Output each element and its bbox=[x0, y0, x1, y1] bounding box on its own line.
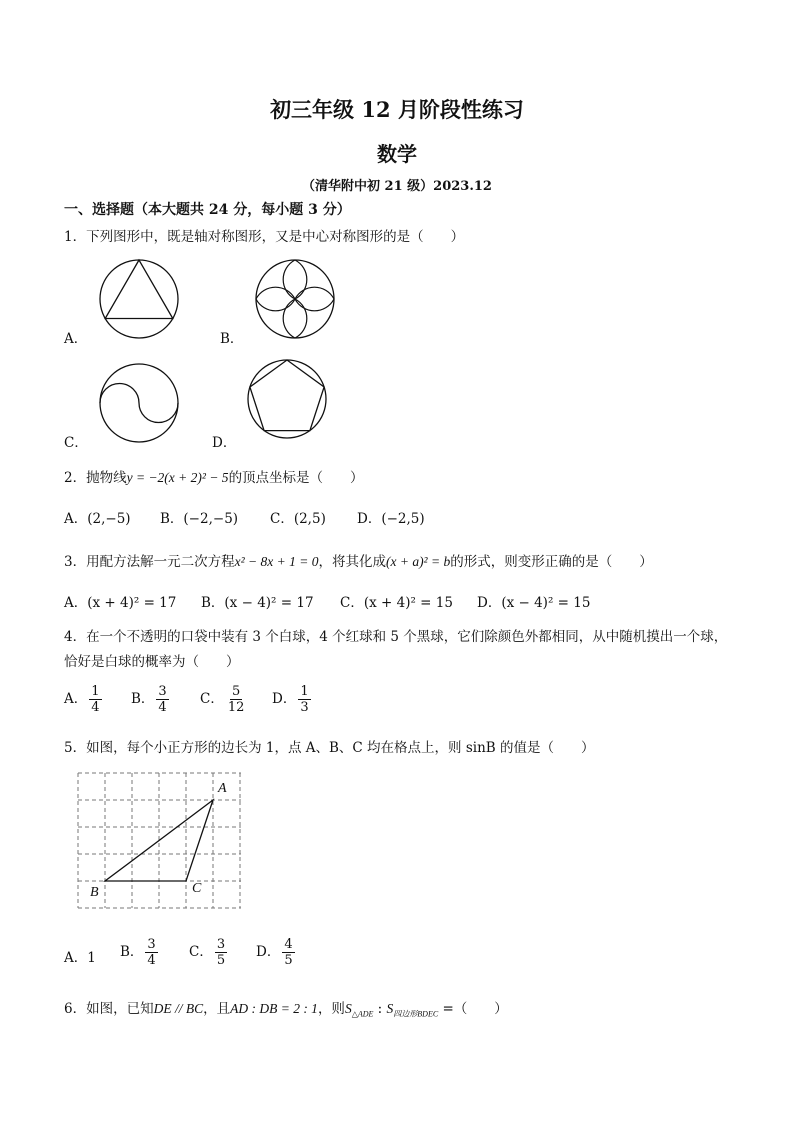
question-1-text: 1．下列图形中，既是轴对称图形，又是中心对称图形的是（ ） bbox=[64, 229, 465, 245]
subject-title: 数学 bbox=[377, 142, 417, 166]
q5-option-d-fraction bbox=[282, 937, 294, 968]
q3-option-d: D．(x − 4)² = 15 bbox=[477, 595, 591, 611]
question-3-text bbox=[64, 550, 653, 570]
q4-option-a bbox=[64, 684, 104, 715]
q1-option-c-label: C． bbox=[64, 435, 88, 451]
q5-option-b-fraction bbox=[145, 937, 157, 968]
point-c-label: C bbox=[192, 881, 202, 896]
q6-area-s1: S bbox=[344, 1001, 352, 1016]
question-4-line-1: 4．在一个不透明的口袋中装有 3 个白球，4 个红球和 5 个黑球，它们除颜色外都相同，从中随机摸出一个球， bbox=[64, 629, 728, 645]
q4-d-denominator: 3 bbox=[300, 700, 309, 715]
q4-option-c-label: C． bbox=[200, 691, 224, 707]
q1-option-a-label: A． bbox=[64, 331, 88, 347]
point-a-label: A bbox=[218, 781, 227, 796]
q4-c-denominator: 12 bbox=[227, 700, 245, 715]
q6-area-sub1: △ADE bbox=[351, 1009, 374, 1019]
q3-option-b: B．(x − 4)² = 17 bbox=[201, 595, 314, 611]
q5-option-c bbox=[189, 937, 229, 968]
q1-option-d-label: D． bbox=[212, 435, 237, 451]
q2-expression: y = −2(x + 2)² − 5 bbox=[126, 470, 229, 485]
q4-option-c bbox=[200, 684, 248, 715]
q5-c-numerator: 3 bbox=[216, 937, 226, 952]
triangle-abc bbox=[105, 800, 213, 881]
q3-suffix: 的形式，则变形正确的是（ ） bbox=[450, 554, 653, 570]
q6-condition-ratio: AD : DB = 2 : 1 bbox=[230, 1001, 318, 1016]
question-6-text bbox=[64, 997, 508, 1020]
question-5-text: 5．如图，每个小正方形的边长为 1，点 A、B、C 均在格点上，则 sinB 的值是（ ） bbox=[64, 740, 595, 756]
q3-option-a: A．(x + 4)² = 17 bbox=[64, 595, 177, 611]
q3-form: (x + a)² = b bbox=[385, 554, 451, 569]
q5-option-b bbox=[120, 937, 160, 968]
q6-suffix: =（ ） bbox=[438, 1001, 508, 1017]
q4-option-b-fraction bbox=[156, 684, 168, 715]
q4-option-d-label: D． bbox=[272, 691, 297, 707]
q5-c-denominator: 5 bbox=[216, 953, 226, 968]
q6-prefix: 6．如图，已知 bbox=[64, 1001, 154, 1017]
q5-b-numerator: 3 bbox=[147, 937, 156, 952]
q4-a-denominator: 4 bbox=[91, 700, 100, 715]
q2-option-d: D．(−2,5) bbox=[357, 511, 425, 527]
q4-option-d bbox=[272, 684, 313, 715]
q5-option-b-label: B． bbox=[120, 944, 144, 960]
q4-d-numerator: 1 bbox=[300, 684, 309, 699]
q4-c-numerator: 5 bbox=[231, 684, 241, 699]
section-heading: 一、选择题（本大题共 24 分，每小题 3 分） bbox=[64, 202, 351, 218]
q3-middle: ，将其化成 bbox=[318, 554, 386, 570]
q6-area-s2: S bbox=[386, 1001, 394, 1016]
q5-option-c-label: C． bbox=[189, 944, 213, 960]
q5-d-denominator: 5 bbox=[284, 953, 293, 968]
q4-b-denominator: 4 bbox=[158, 700, 167, 715]
q2-option-b: B．(−2,−5) bbox=[160, 511, 239, 527]
q1-option-b-label: B． bbox=[220, 331, 244, 347]
q6-colon: : bbox=[373, 1001, 387, 1017]
source-line: （清华附中初 21 级）2023.12 bbox=[302, 179, 492, 194]
q5-option-d-label: D． bbox=[256, 944, 281, 960]
q4-option-b bbox=[131, 684, 171, 715]
q6-area-sub2: 四边形BDEC bbox=[393, 1009, 439, 1019]
q6-mid: ，且 bbox=[203, 1001, 231, 1017]
q6-condition-parallel: DE // BC bbox=[153, 1001, 204, 1016]
q4-option-c-fraction bbox=[226, 684, 247, 715]
q1-figure-b bbox=[252, 256, 338, 342]
q4-option-a-fraction bbox=[89, 684, 101, 715]
q2-suffix: 的顶点坐标是（ ） bbox=[228, 470, 364, 486]
q4-a-numerator: 1 bbox=[91, 684, 100, 699]
q3-option-c: C．(x + 4)² = 15 bbox=[340, 595, 453, 611]
q1-figure-d bbox=[244, 356, 330, 442]
q5-option-a: A．1 bbox=[64, 950, 96, 966]
q4-b-numerator: 3 bbox=[158, 684, 167, 699]
q1-figure-c bbox=[96, 360, 182, 446]
q4-option-a-label: A． bbox=[64, 691, 88, 707]
q1-figure-a bbox=[96, 256, 182, 342]
q5-option-d bbox=[256, 937, 297, 968]
q5-d-numerator: 4 bbox=[284, 937, 293, 952]
point-b-label: B bbox=[90, 885, 99, 900]
q2-option-c: C．(2,5) bbox=[270, 511, 326, 527]
q6-mid2: ，则 bbox=[317, 1001, 345, 1017]
q5-option-c-fraction bbox=[215, 937, 227, 968]
q3-equation: x² − 8x + 1 = 0 bbox=[234, 554, 319, 569]
question-4-line-2: 恰好是白球的概率为（ ） bbox=[64, 654, 240, 670]
question-2-text bbox=[64, 466, 364, 486]
q4-option-d-fraction bbox=[298, 684, 310, 715]
q3-prefix: 3．用配方法解一元二次方程 bbox=[64, 554, 235, 570]
page-title: 初三年级 12 月阶段性练习 bbox=[270, 97, 524, 122]
q2-option-a: A．(2,−5) bbox=[64, 511, 131, 527]
q2-prefix: 2．抛物线 bbox=[64, 470, 127, 486]
q5-b-denominator: 4 bbox=[147, 953, 156, 968]
q4-option-b-label: B． bbox=[131, 691, 155, 707]
